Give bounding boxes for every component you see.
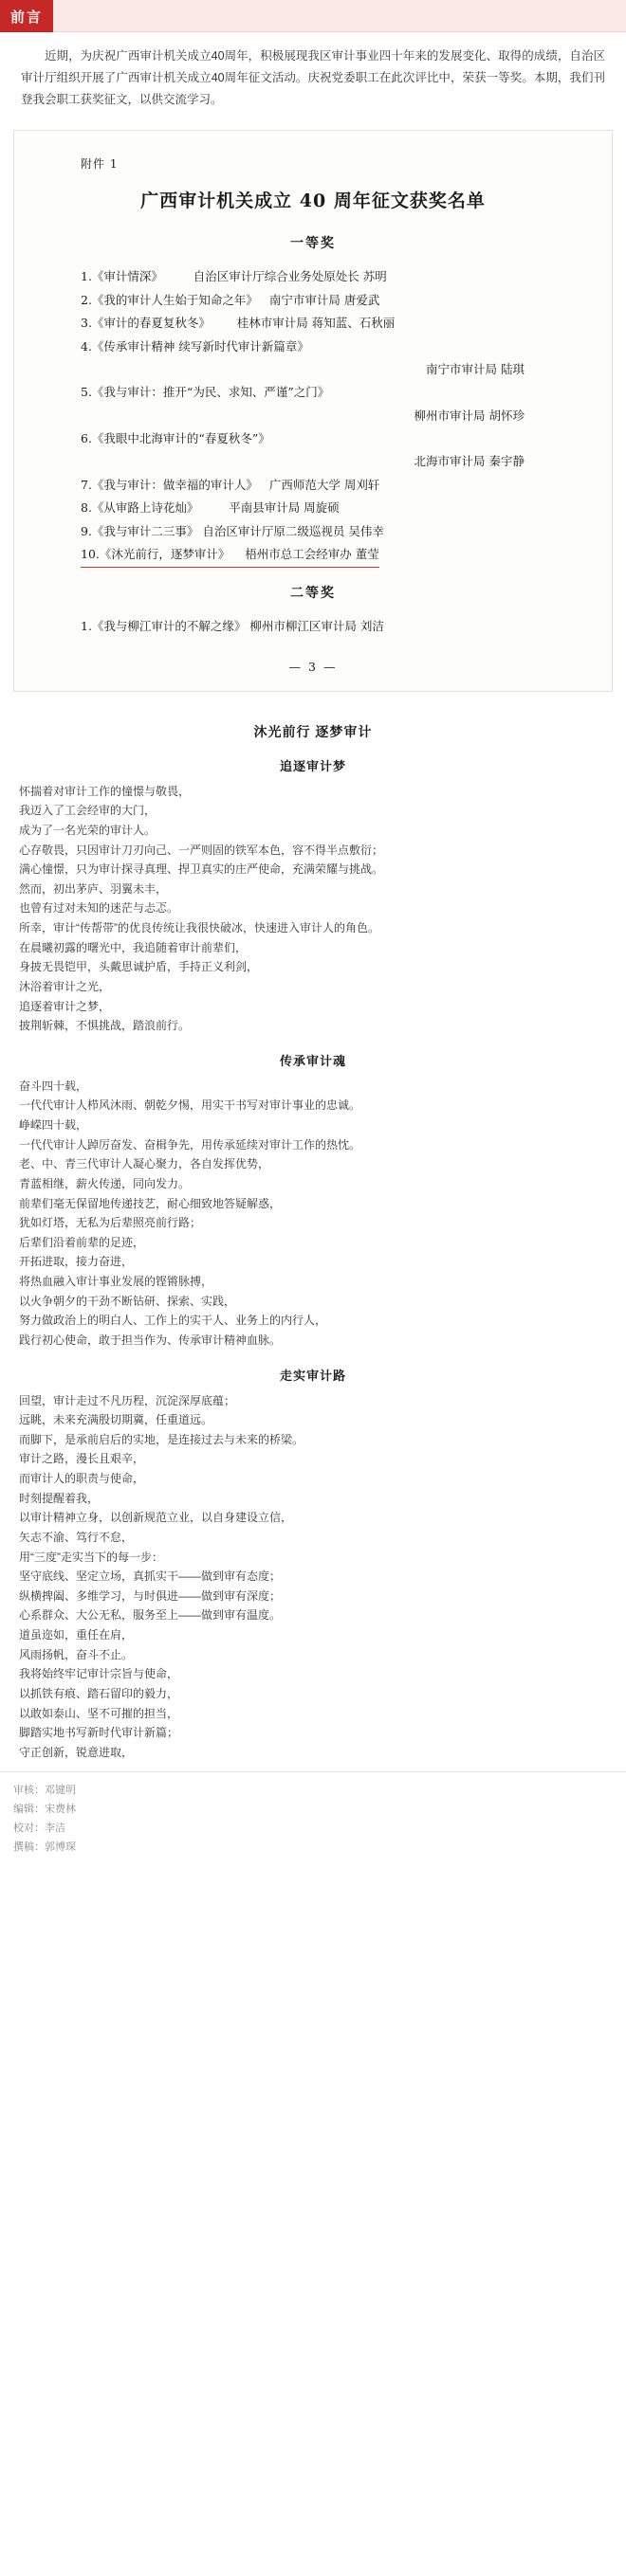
credit-line: 校对：李洁 (13, 1822, 65, 1834)
article-line: 坚守底线、坚定立场，真抓实干——做到审有态度； (19, 1569, 282, 1584)
award-entry-text: 8.《从审路上诗花灿》 平南县审计局 周旋硕 (81, 500, 340, 516)
article-line: 心系群众、大公无私，服务至上——做到审有温度。 (19, 1608, 282, 1623)
article-line: 心存敬畏，只因审计刀刃向己、一严则固的铁军本色，容不得半点敷衍； (19, 843, 384, 857)
second-prize-heading: 二等奖 (290, 586, 336, 602)
article-line: 践行初心使命，敢于担当作为、传承审计精神血脉。 (19, 1333, 282, 1347)
article-line: 怀揣着对审计工作的憧憬与敬畏， (19, 784, 191, 798)
article-line: 审计之路，漫长且艰辛， (19, 1452, 145, 1466)
article-line: 然而，初出茅庐、羽翼未丰， (19, 881, 168, 896)
article-body (0, 701, 626, 1772)
article-line: 努力做政治上的明白人、工作上的实干人、业务上的内行人， (19, 1314, 327, 1328)
article-line: 青蓝相继，薪火传递，同向发力。 (19, 1176, 191, 1190)
article-line: 也曾有过对未知的迷茫与忐忑。 (19, 901, 179, 916)
article-line: 后辈们沿着前辈的足迹， (19, 1235, 145, 1249)
attachment-label: 附件 1 (81, 157, 119, 172)
article-line: 在晨曦初露的曙光中，我追随着审计前辈们， (19, 940, 248, 954)
list-item (64, 497, 580, 519)
article-line: 成为了一名光荣的审计人。 (19, 823, 156, 837)
article-line: 前辈们毫无保留地传递技艺，耐心细致地答疑解惑， (19, 1196, 282, 1210)
list-item (64, 265, 580, 288)
second-prize-list (46, 615, 580, 638)
article-line: 回望，审计走过不凡历程，沉淀深厚底蕴； (19, 1393, 236, 1407)
award-entry-text: 6.《我眼中北海审计的“春夏秋冬”》 (81, 431, 270, 445)
article-line: 追逐着审计之梦， (19, 999, 111, 1013)
credit-line: 编辑：宋费林 (13, 1804, 76, 1816)
article-line: 开拓进取，接力奋进， (19, 1255, 134, 1269)
first-prize-list (46, 265, 580, 568)
list-item-highlighted (64, 543, 580, 568)
article-line: 风雨扬帆，奋斗不止。 (19, 1647, 134, 1661)
article-title: 沐光前行 逐梦审计 (253, 723, 373, 739)
article-section-heading: 走实审计路 (279, 1368, 346, 1383)
article-line: 以敢如泰山、坚不可摧的担当， (19, 1706, 179, 1720)
award-entry-text: 3.《审计的春夏复秋冬》 桂林市审计局 蒋知蓝、石秋丽 (81, 316, 396, 331)
article-line: 奋斗四十载， (19, 1079, 88, 1093)
sheet-page-number: — 3 — (288, 659, 338, 674)
credit-line: 审核：邓键明 (13, 1785, 76, 1797)
article-line: 峥嵘四十载， (19, 1118, 88, 1132)
article-line: 以火争朝夕的干劲不断钻研、探索、实践， (19, 1294, 236, 1308)
article-line: 守正创新，锐意进取， (19, 1745, 134, 1759)
list-item (64, 336, 580, 382)
award-entry-text: 1.《审计情深》 自治区审计厅综合业务处原处长 苏明 (81, 269, 387, 284)
article-line: 满心憧憬，只为审计探寻真理、捍卫真实的庄严使命，充满荣耀与挑战。 (19, 862, 384, 877)
article-line: 一代代审计人栉风沐雨、朝乾夕惕，用实干书写对审计事业的忠诚。 (19, 1098, 361, 1113)
banner-tag-label: 前言 (0, 0, 53, 32)
award-entry-org: 南宁市审计局 陆琪 (426, 361, 525, 376)
list-item (64, 312, 580, 335)
article-line: 时刻提醒着我， (19, 1491, 100, 1505)
article-line: 我迈入了工会经审的大门， (19, 804, 156, 818)
list-item (64, 520, 580, 543)
list-item (64, 289, 580, 312)
footer-credits (0, 1771, 626, 1872)
article-line: 以抓铁有痕、踏石留印的毅力， (19, 1686, 179, 1700)
article-line: 而脚下，是承前启后的实地，是连接过去与未来的桥梁。 (19, 1432, 304, 1446)
article-line: 远眺，未来充满殷切期冀，任重道远。 (19, 1413, 213, 1427)
article-line: 纵横捭阖、多维学习，与时俱进——做到审有深度； (19, 1588, 282, 1603)
banner (0, 0, 626, 32)
article-line: 矢志不渝、笃行不怠， (19, 1530, 134, 1544)
list-item (64, 427, 580, 474)
article-line: 而审计人的职责与使命， (19, 1472, 145, 1485)
article-line: 身披无畏铠甲，头戴思诚护盾，手持正义利剑， (19, 960, 259, 974)
article-section-heading: 传承审计魂 (279, 1053, 346, 1068)
award-entry-text-highlighted: 10.《沐光前行，逐梦审计》 梧州市总工会经审办 董莹 (81, 543, 379, 568)
intro-section (0, 32, 626, 126)
first-prize-heading: 一等奖 (290, 236, 336, 252)
article-line: 道虽迩如，重任在肩， (19, 1628, 134, 1642)
article-line: 犹如灯塔，无私为后辈照亮前行路； (19, 1216, 202, 1230)
article-line: 将热血融入审计事业发展的铿锵脉搏， (19, 1275, 213, 1288)
credit-line: 撰稿：郭博琛 (13, 1841, 76, 1853)
article-line: 一代代审计人踔厉奋发、奋楫争先，用传承延续对审计工作的热忱。 (19, 1137, 361, 1152)
article-line: 老、中、青三代审计人凝心聚力，各自发挥优势， (19, 1157, 270, 1171)
award-entry-text: 4.《传承审计精神 续写新时代审计新篇章》 (81, 338, 309, 354)
article-line: 所幸，审计“传帮带”的优良传统让我很快破冰，快速进入审计人的角色。 (19, 921, 379, 934)
award-entry-text: 1.《我与柳江审计的不解之缘》 柳州市柳江区审计局 刘洁 (81, 619, 384, 634)
award-entry-text: 5.《我与审计：推开“为民、求知、严谨”之门》 (81, 385, 330, 400)
award-entry-org: 北海市审计局 秦宇静 (414, 454, 525, 469)
article-section-heading: 追逐审计梦 (279, 758, 346, 773)
article-line: 披荆斩棘，不惧挑战，踏浪前行。 (19, 1019, 191, 1033)
award-entry-org: 柳州市审计局 胡怀珍 (414, 408, 525, 423)
award-entry-text: 2.《我的审计人生始于知命之年》 南宁市审计局 唐爱武 (81, 292, 380, 307)
intro-paragraph: 近期，为庆祝广西审计机关成立40周年，积极展现我区审计事业四十年来的发展变化、取得的成绩，自治区审计厅组织开展了广西审计机关成立40周年征文活动。庆祝党委职工在此次评比中，荣获一等奖。本期，我们刊登我会职工获奖征文，以供交流学习。 (21, 49, 605, 107)
article-line: 以审计精神立身，以创新规范立业，以自身建设立信， (19, 1511, 293, 1525)
list-item (64, 615, 580, 638)
award-entry-text: 9.《我与审计二三事》 自治区审计厅原二级巡视员 吴伟幸 (81, 523, 384, 538)
article-line: 用“三度”走实当下的每一步： (19, 1550, 163, 1564)
award-entry-text: 7.《我与审计：做幸福的审计人》 广西师范大学 周刈轩 (81, 477, 380, 492)
article-line: 沐浴着审计之光， (19, 979, 111, 993)
award-list-title: 广西审计机关成立 40 周年征文获奖名单 (140, 190, 486, 212)
list-item (64, 381, 580, 427)
list-item (64, 474, 580, 497)
article-line: 我将始终牢记审计宗旨与使命， (19, 1667, 179, 1681)
award-list-sheet (13, 130, 613, 691)
article-line: 脚踏实地书写新时代审计新篇； (19, 1726, 179, 1740)
